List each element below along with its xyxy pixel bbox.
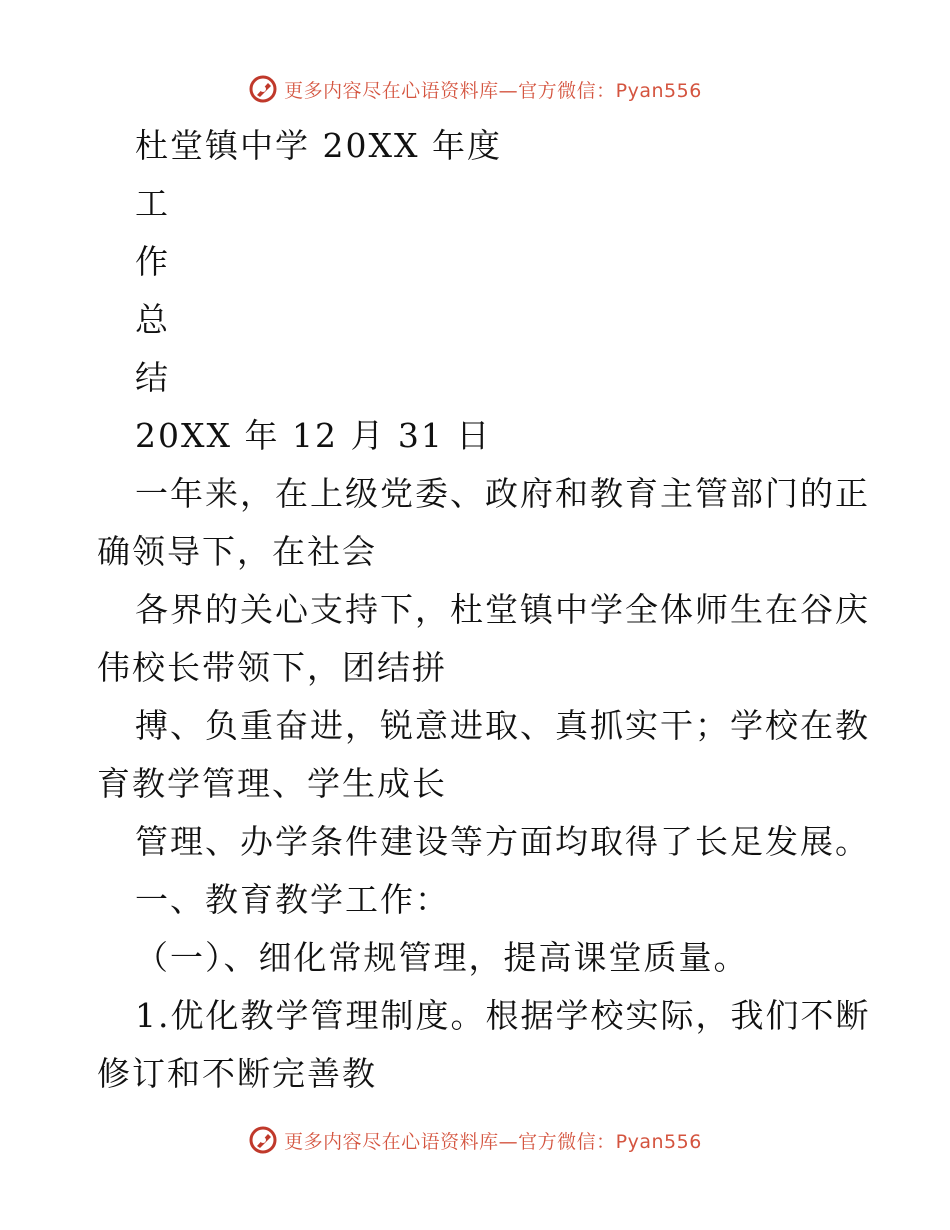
- document-body: [97, 117, 871, 1103]
- doc-heading-char: 结: [135, 358, 170, 397]
- paragraph-line: 各界的关心支持下，杜堂镇中学全体师生在谷庆: [135, 590, 870, 629]
- paragraph-line: 确领导下，在社会: [97, 532, 377, 571]
- doc-date: 20XX 年 12 月 31 日: [135, 416, 492, 455]
- paragraph-line: 一年来，在上级党委、政府和教育主管部门的正: [135, 474, 870, 513]
- paragraph-line: 修订和不断完善教: [97, 1054, 377, 1093]
- subsection-heading: （一）、细化常规管理，提高课堂质量。: [135, 938, 749, 977]
- header-banner: [0, 72, 950, 106]
- doc-heading-char: 总: [135, 300, 170, 339]
- banner-text: 更多内容尽在心语资料库—官方微信：Pyan556: [284, 1130, 702, 1153]
- paragraph-line: 育教学管理、学生成长: [97, 764, 447, 803]
- paragraph-line: 伟校长带领下，团结拼: [97, 648, 447, 687]
- paragraph-line: 管理、办学条件建设等方面均取得了长足发展。: [135, 822, 870, 861]
- pen-circle-icon: [248, 74, 278, 104]
- banner-text: 更多内容尽在心语资料库—官方微信：Pyan556: [284, 79, 702, 102]
- paragraph-line: 1.优化教学管理制度。根据学校实际，我们不断: [135, 996, 871, 1035]
- doc-heading-char: 作: [135, 242, 170, 281]
- doc-heading-char: 工: [135, 184, 170, 223]
- pen-circle-icon: [248, 1125, 278, 1155]
- doc-title: 杜堂镇中学 20XX 年度: [135, 126, 502, 165]
- section-heading: 一、教育教学工作：: [135, 880, 450, 919]
- paragraph-line: 搏、负重奋进，锐意进取、真抓实干；学校在教: [135, 706, 870, 745]
- footer-banner: [0, 1123, 950, 1157]
